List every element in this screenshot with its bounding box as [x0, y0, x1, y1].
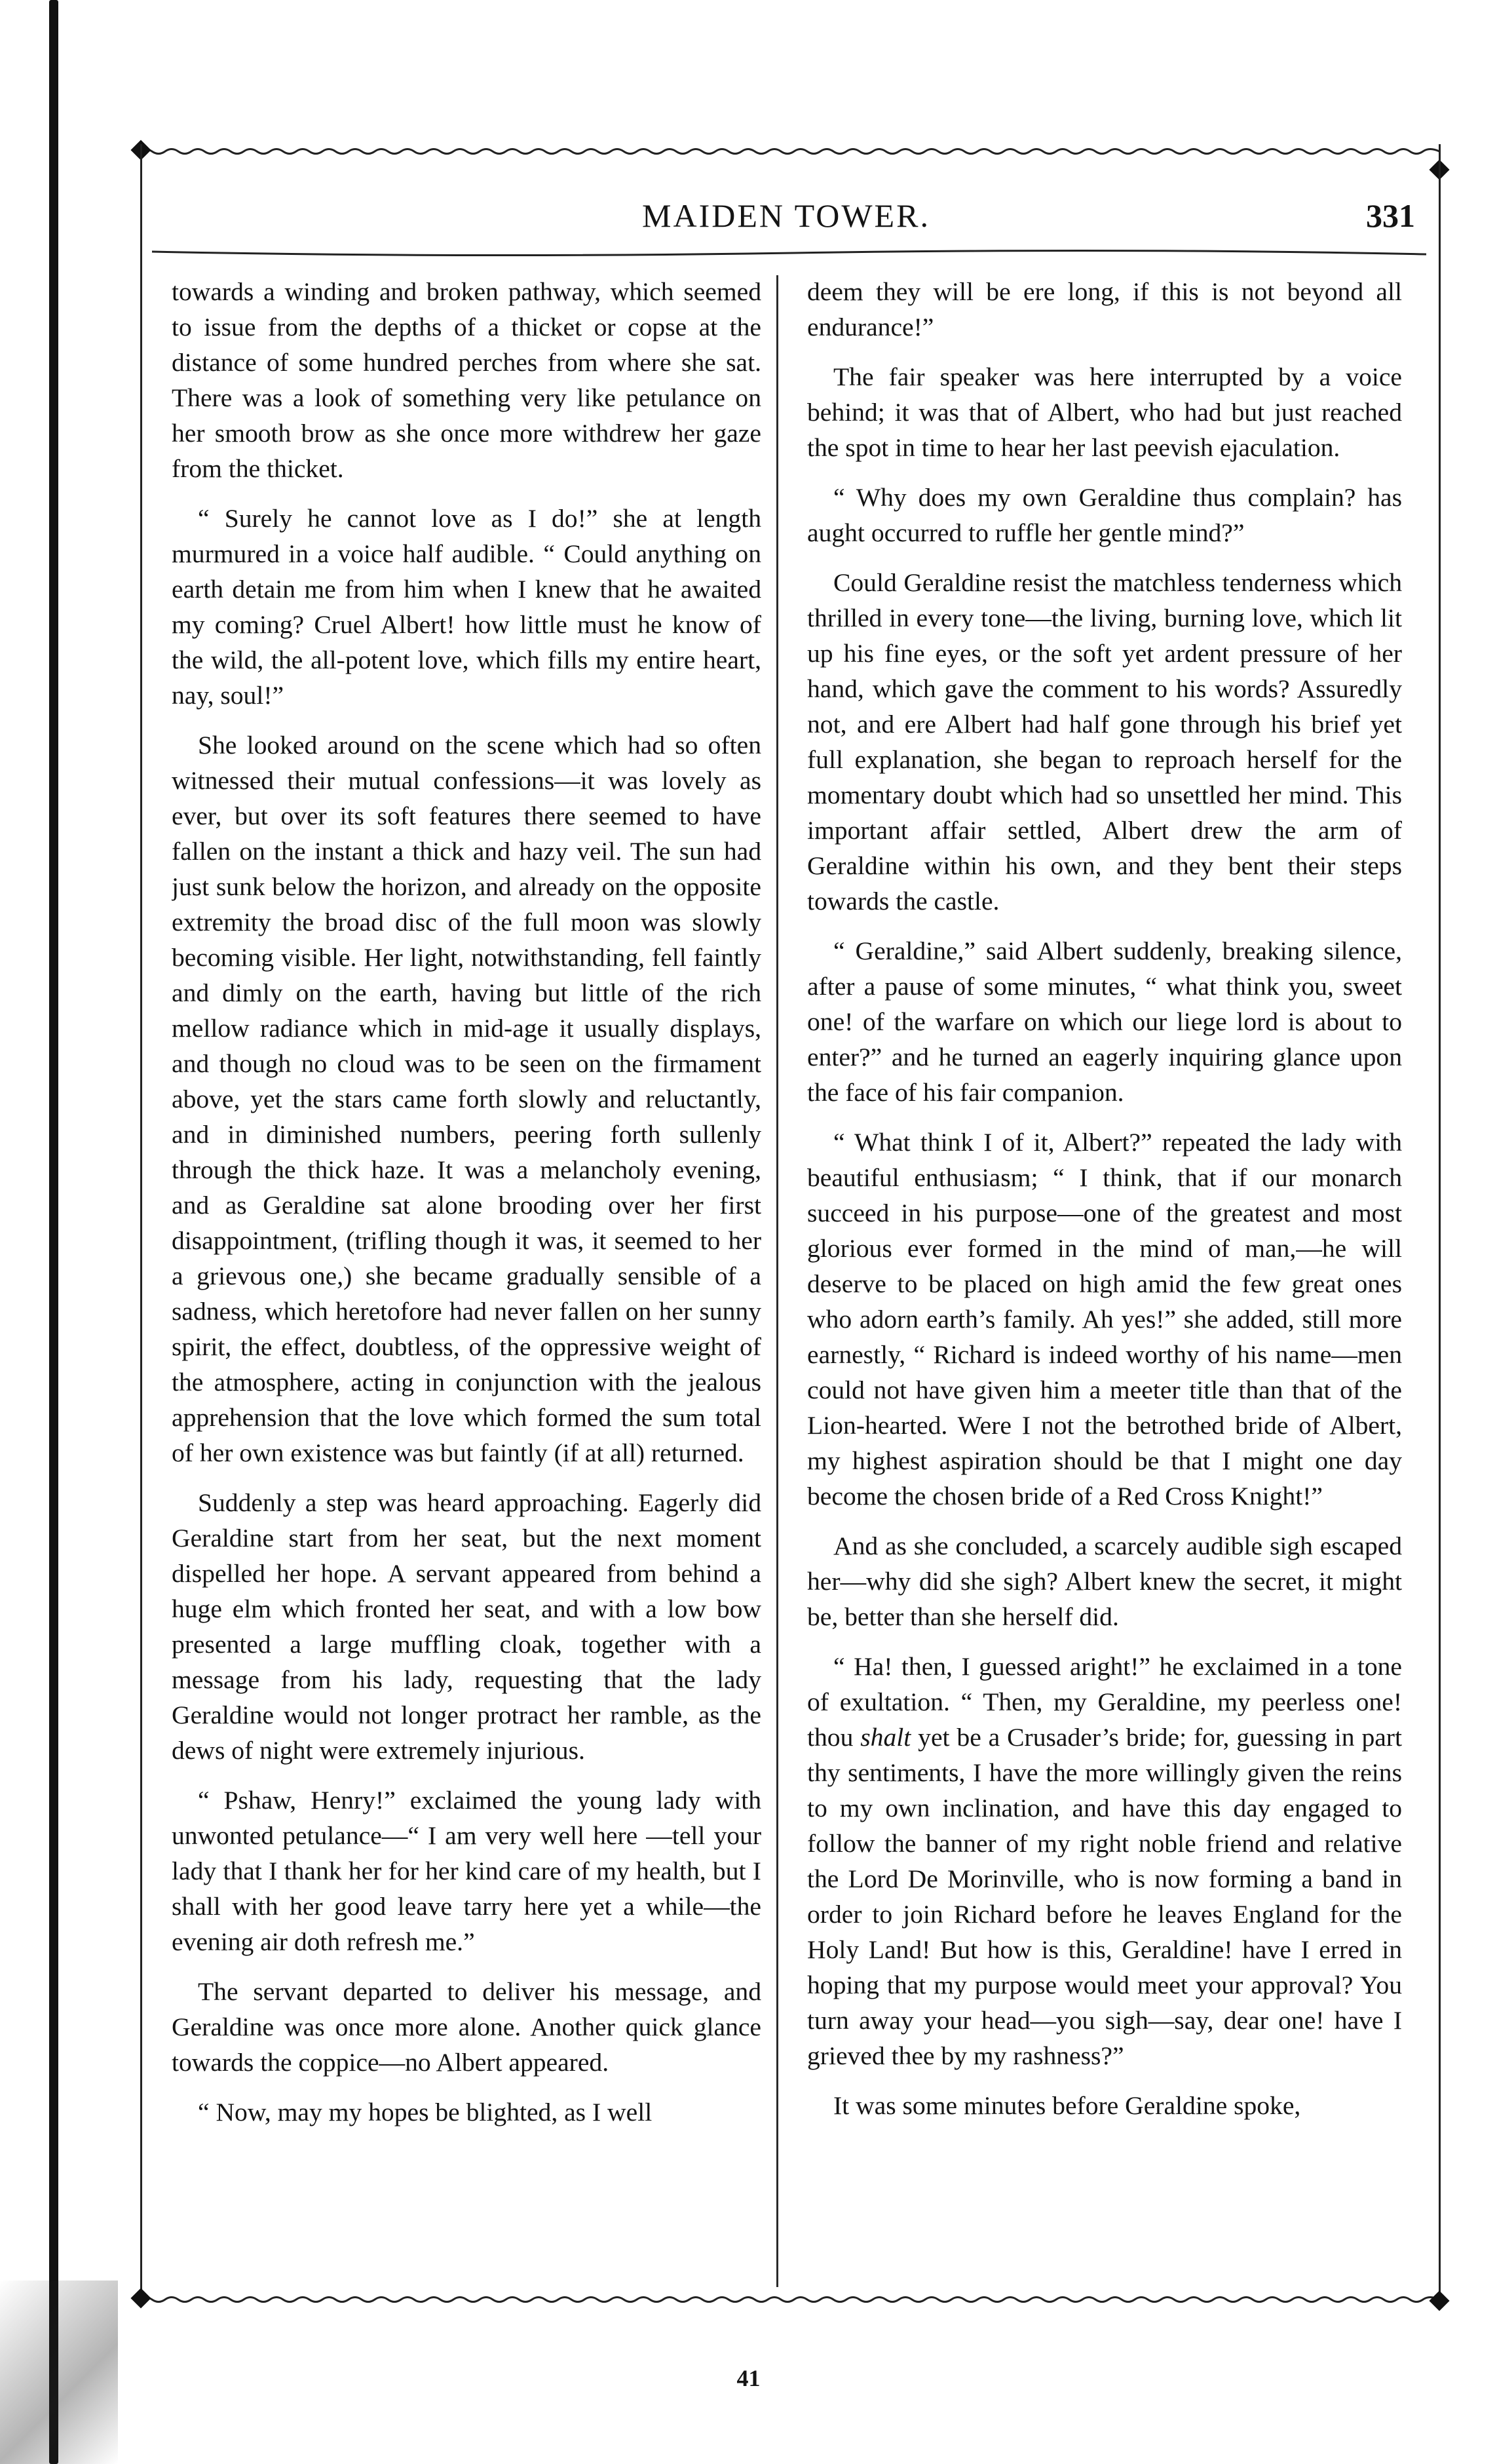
emphasis: shalt	[860, 1723, 911, 1752]
paragraph: It was some minutes before Geraldine spoke,	[833, 2091, 1301, 2120]
top-ornamental-border	[139, 145, 1439, 157]
paragraph-text: “ Ha! then, I guessed aright!” he exclaimed in a tone of exultation. “ Then, my Geraldine, my peerless one! thou	[807, 1652, 1402, 1752]
page-number: 331	[1366, 197, 1415, 234]
running-title: MAIDEN TOWER.	[642, 197, 930, 234]
left-border-rule	[140, 144, 142, 2307]
paragraph: The servant departed to deliver his message, and Geraldine was once more alone. Another quick glance towards the coppice—no Albert appeared.	[172, 1977, 761, 2077]
right-border-rule	[1439, 144, 1441, 2307]
bottom-ornamental-border	[139, 2294, 1439, 2305]
paragraph: “ Surely he cannot love as I do!” she at length murmured in a voice half audible. “ Could anything on earth detain me from him when I knew that he awaited my coming? Cruel Albert! how little must he know of the wild, the all-potent love, which fills my entire heart, nay, soul!”	[172, 504, 761, 710]
paragraph	[807, 1649, 1402, 2073]
paragraph: “ Why does my own Geraldine thus complain? has aught occurred to ruffle her gentle mind?”	[807, 483, 1402, 547]
paragraph: She looked around on the scene which had so often witnessed their mutual confessions—it was lovely as ever, but over its soft features there seemed to have fallen on the instant a thick and hazy veil. The sun had just sunk below the horizon, and already on the opposite extremity the broad disc of the full moon was slowly becoming visible. Her light, notwithstanding, fell faintly and dimly on the earth, having but little of the rich mellow radiance which in mid-age it usually displays, and though no cloud was to be seen on the firmament above, yet the stars came forth slowly and reluctantly, and in diminished numbers, peering forth sullenly through the thick haze. It was a melancholy evening, and as Geraldine sat alone brooding over her first disappointment, (trifling though it was, it seemed to her a grievous one,) she became gradually sensible of a sadness, which heretofore had never fallen on her sunny spirit, the effect, doubtless, of the oppressive weight of the atmosphere, acting in conjunction with the jealous apprehension that the love which formed the sum total of her own existence was but faintly (if at all) returned.	[172, 731, 761, 1467]
paragraph: Could Geraldine resist the matchless tenderness which thrilled in every tone—the living, burning love, which lit up his fine eyes, or the soft yet ardent pressure of her hand, which gave the comment to his words? Assuredly not, and ere Albert had half gone through his brief yet full explanation, she began to reproach herself for the momentary doubt which had so unsettled her mind. This important affair settled, Albert drew the arm of Geraldine within his own, and they bent their steps towards the castle.	[807, 568, 1402, 915]
paragraph-text: yet be a Crusader’s bride; for, guessing in part thy sentiments, I have the more willingly given the reins to my own inclination, and have this day engaged to follow the banner of my right noble friend and relative the Lord De Morinville, who is now forming a band in order to join Richard before he leaves England for the Holy Land! But how is this, Geraldine! have I erred in hoping that my purpose would meet your approval? You turn away your head—you sigh—say, dear one! have I grieved thee by my rashness?”	[807, 1723, 1402, 2070]
running-header	[151, 197, 1422, 249]
column-divider	[776, 275, 778, 2287]
paragraph: Suddenly a step was heard approaching. Eagerly did Geraldine start from her seat, but the next moment dispelled her hope. A servant appeared from behind a huge elm which fronted her seat, and with a low bow presented a large muffling cloak, together with a message from his lady, requesting that the lady Geraldine would not longer protract her ramble, as the dews of night were extremely injurious.	[172, 1488, 761, 1765]
left-text-column	[172, 274, 761, 2292]
paragraph: towards a winding and broken pathway, which seemed to issue from the depths of a thicket or copse at the distance of some hundred perches from where she sat. There was a look of something very like petulance on her smooth brow as she once more withdrew her gaze from the thicket.	[172, 277, 761, 483]
header-divider	[139, 248, 1439, 260]
paragraph: And as she concluded, a scarcely audible sigh escaped her—why did she sigh? Albert knew the secret, it might be, better than she herself did.	[807, 1531, 1402, 1631]
paragraph: “ Pshaw, Henry!” exclaimed the young lady with unwonted petulance—“ I am very well here —tell your lady that I thank her for her kind care of my health, but I shall with her good leave tarry here yet a while—the evening air doth refresh me.”	[172, 1786, 761, 1956]
paragraph: “ Geraldine,” said Albert suddenly, breaking silence, after a pause of some minutes, “ what think you, sweet one! of the warfare on which our liege lord is about to enter?” and he turned an eagerly inquiring glance upon the face of his fair companion.	[807, 936, 1402, 1107]
paragraph: “ Now, may my hopes be blighted, as I well	[198, 2098, 653, 2127]
paragraph: “ What think I of it, Albert?” repeated the lady with beautiful enthusiasm; “ I think, that if our monarch succeed in his purpose—one of the greatest and most glorious ever formed in the mind of man,—he will deserve to be placed on high amid the few great ones who adorn earth’s family. Ah yes!” she added, still more earnestly, “ Richard is indeed worthy of his name—men could not have given him a meeter title than that of the Lion-hearted. Were I not the betrothed bride of Albert, my highest aspiration should be that I might one day become the chosen bride of a Red Cross Knight!”	[807, 1128, 1402, 1511]
paragraph: The fair speaker was here interrupted by a voice behind; it was that of Albert, who had but just reached the spot in time to hear her last peevish ejaculation.	[807, 362, 1402, 462]
right-text-column	[807, 274, 1402, 2292]
binding-edge	[49, 0, 58, 2464]
paragraph: deem they will be ere long, if this is not beyond all endurance!”	[807, 277, 1402, 341]
signature-mark: 41	[736, 2365, 761, 2391]
